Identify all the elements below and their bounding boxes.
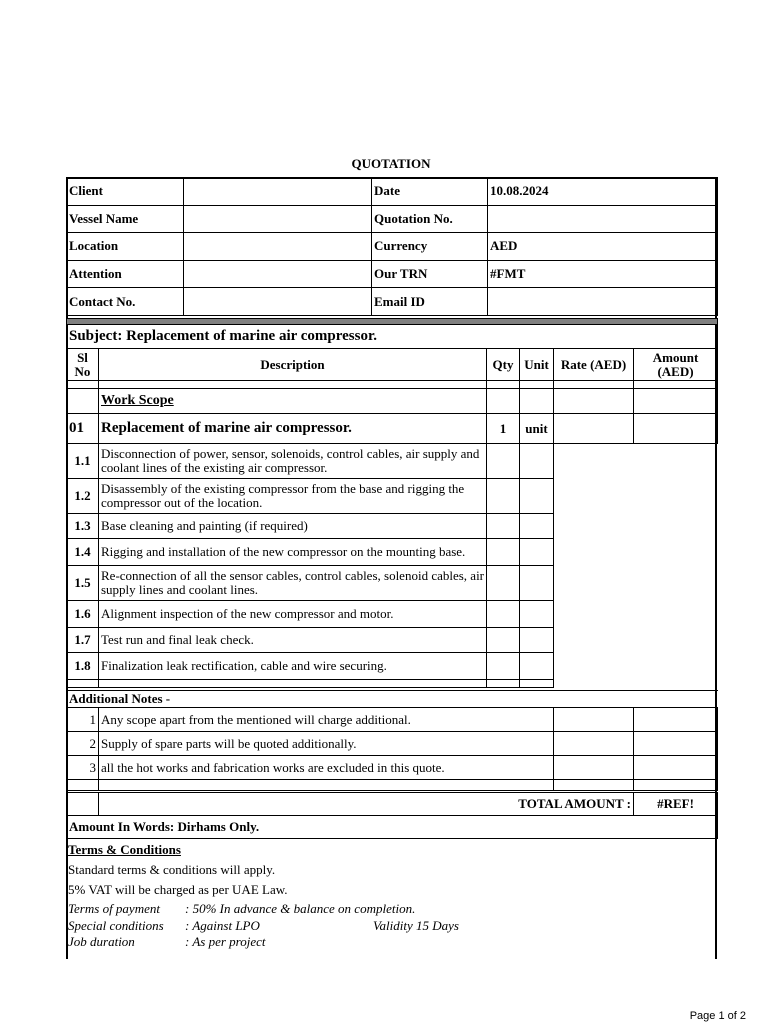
terms-line-1: Standard terms & conditions will apply. — [68, 862, 276, 877]
note-text: all the hot works and fabrication works are excluded in this quote. — [99, 756, 554, 780]
item-rate-cell — [487, 444, 520, 479]
item-number: 1.3 — [67, 514, 99, 539]
item-description: Base cleaning and painting (if required) — [99, 514, 487, 539]
item-amount-cell — [520, 653, 554, 680]
item-row — [67, 539, 718, 566]
note-text: Any scope apart from the mentioned will charge additional. — [99, 708, 554, 732]
header-v1-cell — [184, 205, 372, 233]
duration-label: Job duration — [68, 934, 135, 949]
document-title: QUOTATION — [351, 156, 431, 171]
header-v2-cell: AED — [488, 233, 718, 261]
header-l2-cell: Currency — [372, 233, 488, 261]
header-v2-cell — [488, 205, 718, 233]
header-v2-cell: 10.08.2024 — [488, 178, 718, 206]
item-description: Disassembly of the existing compressor from the base and rigging the compressor out of the location. — [99, 479, 487, 514]
header-l2-cell: Date — [372, 178, 488, 206]
payment-value: : 50% In advance & balance on completion. — [185, 901, 416, 916]
item-description: Re-connection of all the sensor cables, control cables, solenoid cables, air supply lines and coolant lines. — [99, 566, 487, 601]
item-amount-cell — [520, 601, 554, 628]
item-rate-cell — [487, 628, 520, 653]
item-number: 1.1 — [67, 444, 99, 479]
item-description: Test run and final leak check. — [99, 628, 487, 653]
item-description: Alignment inspection of the new compressor and motor. — [99, 601, 487, 628]
amount-in-words: Amount In Words: Dirhams Only. — [67, 816, 718, 839]
col-unit: Unit — [520, 349, 554, 381]
column-header-row — [67, 349, 718, 381]
header-l1-cell: Location — [67, 233, 184, 261]
special-label: Special conditions — [68, 918, 164, 933]
header-l2-cell: Our TRN — [372, 260, 488, 288]
note-number: 3 — [67, 756, 99, 780]
item-row — [67, 514, 718, 539]
item-description: Disconnection of power, sensor, solenoids, control cables, air supply and coolant lines of the existing air compressor. — [99, 444, 487, 479]
terms-title: Terms & Conditions — [68, 842, 181, 857]
item-row — [67, 653, 718, 680]
note-number: 2 — [67, 732, 99, 756]
item-amount-cell — [520, 566, 554, 601]
section-row — [67, 414, 718, 444]
header-row — [67, 233, 718, 261]
payment-label: Terms of payment — [68, 901, 160, 916]
item-row — [67, 601, 718, 628]
note-number: 1 — [67, 708, 99, 732]
item-row — [67, 479, 718, 514]
subject-line: Subject: Replacement of marine air compressor. — [67, 325, 718, 349]
header-v2-cell: #FMT — [488, 260, 718, 288]
header-l1-cell: Contact No. — [67, 288, 184, 316]
item-rate-cell — [487, 539, 520, 566]
header-row — [67, 178, 718, 206]
section-number: 01 — [67, 414, 99, 444]
note-row — [67, 732, 718, 756]
item-number: 1.5 — [67, 566, 99, 601]
item-rate-cell — [487, 566, 520, 601]
additional-notes-heading: Additional Notes - — [67, 691, 718, 708]
quotation-table — [66, 318, 718, 688]
duration-value: : As per project — [185, 934, 266, 949]
item-number: 1.6 — [67, 601, 99, 628]
header-v2-cell — [488, 288, 718, 316]
section-unit: unit — [520, 414, 554, 444]
item-amount-cell — [520, 514, 554, 539]
header-l1-cell: Vessel Name — [67, 205, 184, 233]
header-l1-cell: Client — [67, 178, 184, 206]
total-amount-label: TOTAL AMOUNT : — [99, 793, 634, 816]
total-amount-value: #REF! — [634, 793, 718, 816]
item-row — [67, 566, 718, 601]
item-number: 1.2 — [67, 479, 99, 514]
header-v1-cell — [184, 233, 372, 261]
col-description: Description — [99, 349, 487, 381]
col-rate: Rate (AED) — [554, 349, 634, 381]
col-amount: Amount (AED) — [634, 349, 718, 381]
item-amount-cell — [520, 539, 554, 566]
header-v1-cell — [184, 260, 372, 288]
col-qty: Qty — [487, 349, 520, 381]
section-title: Replacement of marine air compressor. — [99, 414, 487, 444]
page-number: Page 1 of 2 — [689, 1010, 746, 1022]
validity: Validity 15 Days — [373, 918, 459, 933]
header-l2-cell: Quotation No. — [372, 205, 488, 233]
header-row — [67, 260, 718, 288]
item-description: Finalization leak rectification, cable and wire securing. — [99, 653, 487, 680]
work-scope-heading: Work Scope — [99, 389, 487, 414]
header-info-table — [66, 177, 718, 316]
header-v1-cell — [184, 288, 372, 316]
item-rate-cell — [487, 601, 520, 628]
item-number: 1.8 — [67, 653, 99, 680]
item-row — [67, 628, 718, 653]
note-row — [67, 708, 718, 732]
total-table — [66, 792, 718, 839]
item-amount-cell — [520, 479, 554, 514]
item-rate-cell — [487, 479, 520, 514]
item-amount-cell — [520, 444, 554, 479]
header-l2-cell: Email ID — [372, 288, 488, 316]
terms-line-2: 5% VAT will be charged as per UAE Law. — [68, 882, 288, 897]
notes-table — [66, 690, 718, 791]
header-row — [67, 288, 718, 316]
item-number: 1.4 — [67, 539, 99, 566]
note-row — [67, 756, 718, 780]
header-l1-cell: Attention — [67, 260, 184, 288]
special-value: : Against LPO — [185, 918, 260, 933]
col-sl-no: Sl No — [67, 349, 99, 381]
item-rate-cell — [487, 514, 520, 539]
header-v1-cell — [184, 178, 372, 206]
item-amount-cell — [520, 628, 554, 653]
item-rate-cell — [487, 653, 520, 680]
item-description: Rigging and installation of the new compressor on the mounting base. — [99, 539, 487, 566]
item-number: 1.7 — [67, 628, 99, 653]
item-row — [67, 444, 718, 479]
note-text: Supply of spare parts will be quoted additionally. — [99, 732, 554, 756]
header-row — [67, 205, 718, 233]
section-qty: 1 — [487, 414, 520, 444]
